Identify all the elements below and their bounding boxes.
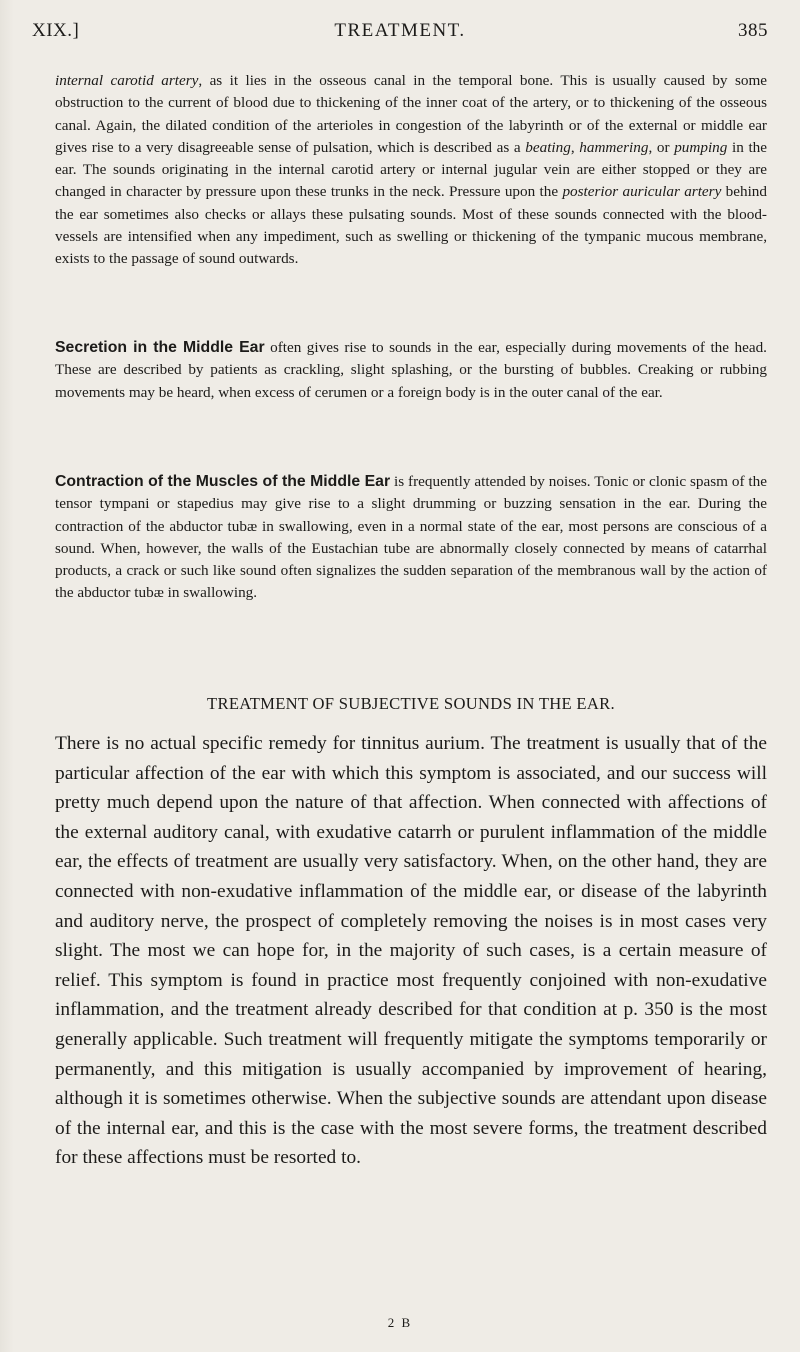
section-heading: TREATMENT OF SUBJECTIVE SOUNDS IN THE EAR. [207,694,615,713]
runin-heading-contraction: Contraction of the Muscles of the Middle Ear [55,473,391,490]
signature-mark: 2 B [387,1315,413,1330]
paragraph-arterial-sounds: internal carotid artery, as it lies in the osseous canal in the temporal bone. This is usually caused by some obstruction to the current of blood due to thickening of the inner coat of the artery, or to thickening of the osseous canal. Again, the dilated condition of the arterioles in congestion of the labyrinth or of the external or middle ear gives rise to a very disagreeable sense of pulsation, which is described as a beating, hammering, or pumping in the ear. The sounds originating in the internal carotid artery or internal jugular vein are either stopped or they are changed in character by pressure upon these trunks in the neck. Pressure upon the posterior auricular artery behind the ear sometimes also checks or allays these pulsating sounds. Most of these sounds connected with the blood-vessels are intensified when any impediment, such as swelling or thickening of the tympanic mucous membrane, exists to the passage of sound outwards. [55,72,768,268]
running-header [32,20,768,46]
chapter-number: XIX.] [32,20,80,41]
page-number: 385 [738,20,768,41]
emphasis-beating: beating [525,138,571,156]
emphasis-hammering: hammering [579,138,649,156]
emphasis-posterior-auricular: posterior auricular artery [562,183,722,201]
emphasis-pumping: pumping [674,138,728,156]
paragraph-muscle-contraction: Contraction of the Muscles of the Middle Ear is frequently attended by noises. Tonic or clonic spasm of the tensor tympani or stapedius may give rise to a slight drumming or buzzing sensation in the ear. During the contraction of the abductor tubæ in swallowing, even in a normal state of the ear, most persons are conscious of a sound. When, however, the walls of the Eustachian tube are abnormally closely connected by means of catarrhal products, a crack or such like sound often signalizes the sudden separation of the membranous wall by the action of the abductor tubæ in swallowing. [55,473,767,602]
running-title: TREATMENT. [334,20,466,41]
emphasis-internal-carotid: internal carotid artery [55,72,199,89]
paragraph-treatment: There is no actual specific remedy for tinnitus aurium. The treatment is usually that of the particular affection of the ear with which this symptom is associated, and our success will pretty much depend upon the nature of that affection. When connected with affections of the external auditory canal, with exudative catarrh or purulent inflammation of the middle ear, the effects of treatment are usually very satisfactory. When, on the other hand, they are connected with non-exudative inflammation of the middle ear, or disease of the labyrinth and auditory nerve, the prospect of completely removing the noises is in most cases very slight. The most we can hope for, in the majority of such cases, is a certain measure of relief. This symptom is found in practice most frequently conjoined with non-exudative inflammation, and the treatment already described for that condition at p. 350 is the most generally applicable. Such treatment will frequently mitigate the symptoms temporarily or permanently, and this mitigation is usually accompanied by improvement of hearing, although it is sometimes otherwise. When the subjective sounds are attendant upon disease of the internal ear, and this is the case with the most severe forms, the treatment described for these affections must be resorted to. [55,733,767,1169]
paragraph-secretion: Secretion in the Middle Ear often gives rise to sounds in the ear, especially during movements of the head. These are described by patients as crackling, slight splashing, or the bursting of bubbles. Creaking or rubbing movements may be heard, when excess of cerumen or a foreign body is in the outer canal of the ear. [55,339,767,401]
runin-heading-secretion: Secretion in the Middle Ear [55,339,265,356]
